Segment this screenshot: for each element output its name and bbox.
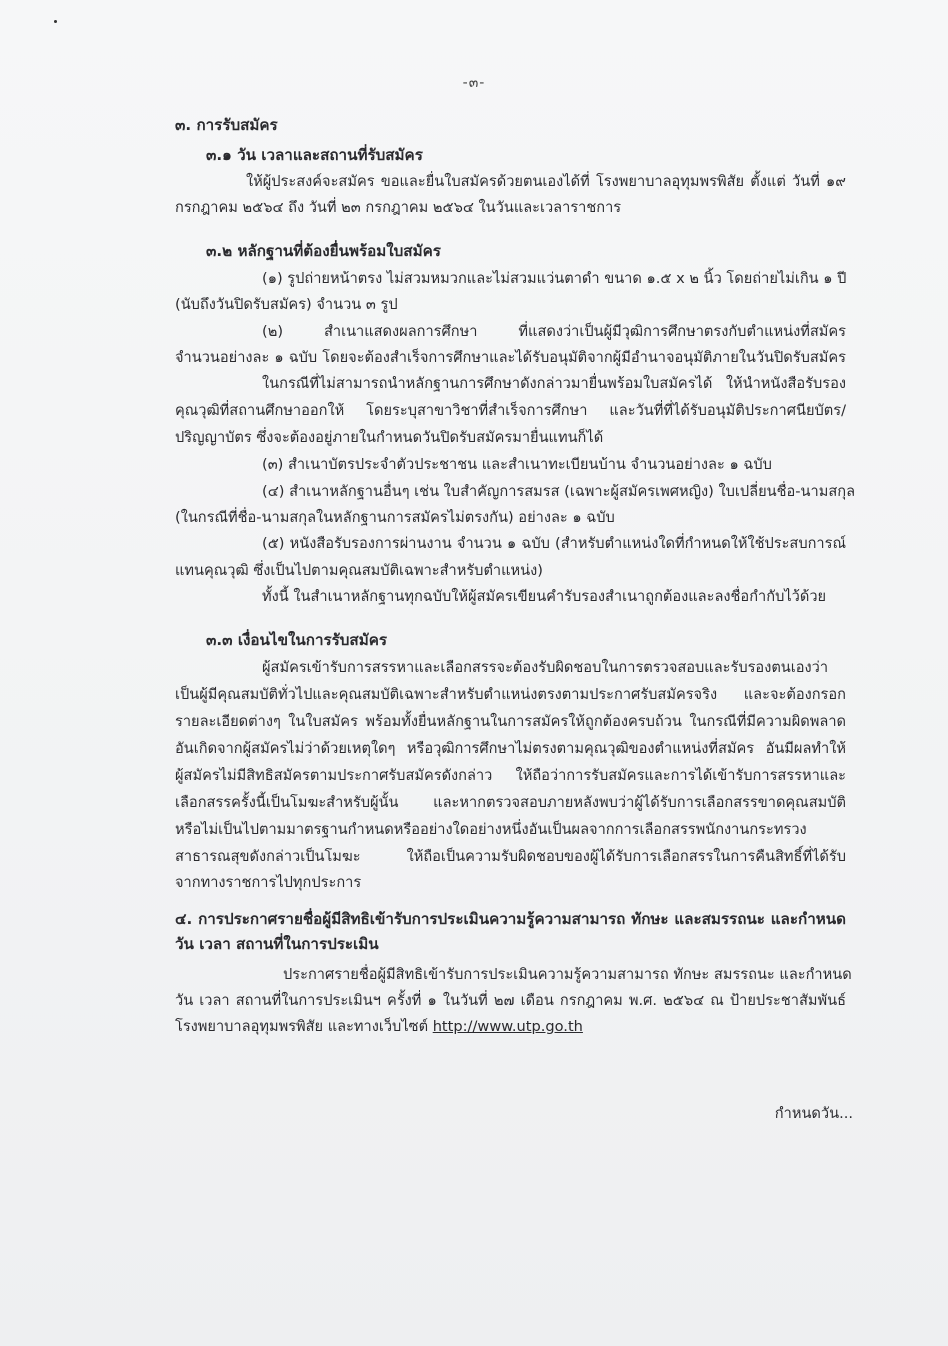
s32-item: แทนคุณวุฒิ ซึ่งเป็นไปตามคุณสมบัติเฉพาะสำหรับตำแหน่ง) [175,562,543,579]
section-4-heading: วัน เวลา สถานที่ในการประเมิน [175,935,379,953]
s4-line: ประกาศรายชื่อผู้มีสิทธิเข้ารับการประเมินความรู้ความสามารถ ทักษะ สมรรถนะ และกำหนด [283,966,852,983]
s4-text: โรงพยาบาลอุทุมพรพิสัย และทางเว็บไซต์ [175,1018,433,1035]
s33-line: ผู้สมัครไม่มีสิทธิสมัครตามประกาศรับสมัครดังกล่าว ให้ถือว่าการรับสมัครและการได้เข้ารับการสรรหาและ [175,767,846,784]
section-3-1-heading: ๓.๑ วัน เวลาและสถานที่รับสมัคร [206,146,423,164]
s32-item: (๑) รูปถ่ายหน้าตรง ไม่สวมหมวกและไม่สวมแว่นตาดำ ขนาด ๑.๕ x ๒ นิ้ว โดยถ่ายไม่เกิน ๑ ปี [262,270,847,287]
s33-line: สาธารณสุขดังกล่าวเป็นโมฆะ ให้ถือเป็นความรับผิดชอบของผู้ได้รับการเลือกสรรในการคืนสิทธิ์ที่ได้รับ [175,848,846,865]
s32-item: (๓) สำเนาบัตรประจำตัวประชาชน และสำเนาทะเบียนบ้าน จำนวนอย่างละ ๑ ฉบับ [262,456,772,473]
continuation-text: กำหนดวัน... [774,1105,853,1122]
s32-item: คุณวุฒิที่สถานศึกษาออกให้ โดยระบุสาขาวิชาที่สำเร็จการศึกษา และวันที่ที่ได้รับอนุมัติประกาศนียบัตร/ [175,402,846,419]
section-3-3-heading: ๓.๓ เงื่อนไขในการรับสมัคร [206,631,388,649]
s32-item: (๒) สำเนาแสดงผลการศึกษา ที่แสดงว่าเป็นผู้มีวุฒิการศึกษาตรงกับตำแหน่งที่สมัคร [262,323,846,340]
s33-line: รายละเอียดต่างๆ ในใบสมัคร พร้อมทั้งยื่นหลักฐานในการสมัครให้ถูกต้องครบถ้วน ในกรณีที่มีความผิดพลาด [175,713,846,730]
section-4-heading: ๔. การประกาศรายชื่อผู้มีสิทธิเข้ารับการประเมินความรู้ความสามารถ ทักษะ และสมรรถนะ และกำหนด [175,910,846,928]
s4-line [175,1017,583,1037]
page-number: -๓- [462,75,486,91]
s33-line: เลือกสรรครั้งนี้เป็นโมฆะสำหรับผู้นั้น และหากตรวจสอบภายหลังพบว่าผู้ได้รับการเลือกสรรขาดคุณสมบัติ [175,794,846,811]
s4-line: วัน เวลา สถานที่ในการประเมินฯ ครั้งที่ ๑ ในวันที่ ๒๗ เดือน กรกฎาคม พ.ศ. ๒๕๖๔ ณ ป้ายประชาสัมพันธ์ [175,992,846,1009]
s32-item: (๕) หนังสือรับรองการผ่านงาน จำนวน ๑ ฉบับ (สำหรับตำแหน่งใดที่กำหนดให้ใช้ประสบการณ์ [262,535,846,552]
s33-line: อันเกิดจากผู้สมัครไม่ว่าด้วยเหตุใดๆ หรือวุฒิการศึกษาไม่ตรงตามคุณวุฒิของตำแหน่งที่สมัคร อันมีผลทำให้ [175,740,846,757]
speck-mark [54,20,57,23]
s33-line: ผู้สมัครเข้ารับการสรรหาและเลือกสรรจะต้องรับผิดชอบในการตรวจสอบและรับรองตนเองว่า [262,659,829,676]
s32-item: (นับถึงวันปิดรับสมัคร) จำนวน ๓ รูป [175,296,398,313]
section-3-2-heading: ๓.๒ หลักฐานที่ต้องยื่นพร้อมใบสมัคร [206,242,441,260]
s32-item: จำนวนอย่างละ ๑ ฉบับ โดยจะต้องสำเร็จการศึกษาและได้รับอนุมัติจากผู้มีอำนาจอนุมัติภายในวันปิดรับสมัคร [175,349,846,366]
s32-item: (๔) สำเนาหลักฐานอื่นๆ เช่น ใบสำคัญการสมรส (เฉพาะผู้สมัครเพศหญิง) ใบเปลี่ยนชื่อ-นามสกุล [262,483,856,500]
s32-note: ทั้งนี้ ในสำเนาหลักฐานทุกฉบับให้ผู้สมัครเขียนคำรับรองสำเนาถูกต้องและลงชื่อกำกับไว้ด้วย [262,588,827,605]
s32-item: ปริญญาบัตร ซึ่งจะต้องอยู่ภายในกำหนดวันปิดรับสมัครมายื่นแทนก็ได้ [175,429,604,446]
section-3-heading: ๓. การรับสมัคร [175,116,278,134]
website-link[interactable]: http://www.utp.go.th [432,1018,583,1035]
s33-line: หรือไม่เป็นไปตามมาตรฐานกำหนดหรืออย่างใดอย่างหนึ่งอันเป็นผลจากการเลือกสรรพนักงานกระทรวง [175,821,807,838]
s32-item: ในกรณีที่ไม่สามารถนำหลักฐานการศึกษาดังกล่าวมายื่นพร้อมใบสมัครได้ ให้นำหนังสือรับรอง [262,375,846,392]
s31-line: กรกฎาคม ๒๕๖๔ ถึง วันที่ ๒๓ กรกฎาคม ๒๕๖๔ ในวันและเวลาราชการ [175,199,622,216]
s33-line: จากทางราชการไปทุกประการ [175,874,362,891]
s33-line: เป็นผู้มีคุณสมบัติทั่วไปและคุณสมบัติเฉพาะสำหรับตำแหน่งตรงตามประกาศรับสมัครจริง และจะต้องกรอก [175,686,846,703]
s31-line: ให้ผู้ประสงค์จะสมัคร ขอและยื่นใบสมัครด้วยตนเองได้ที่ โรงพยาบาลอุทุมพรพิสัย ตั้งแต่ วันที่ ๑๙ [246,173,846,190]
s32-item: (ในกรณีที่ชื่อ-นามสกุลในหลักฐานการสมัครไม่ตรงกัน) อย่างละ ๑ ฉบับ [175,509,615,526]
